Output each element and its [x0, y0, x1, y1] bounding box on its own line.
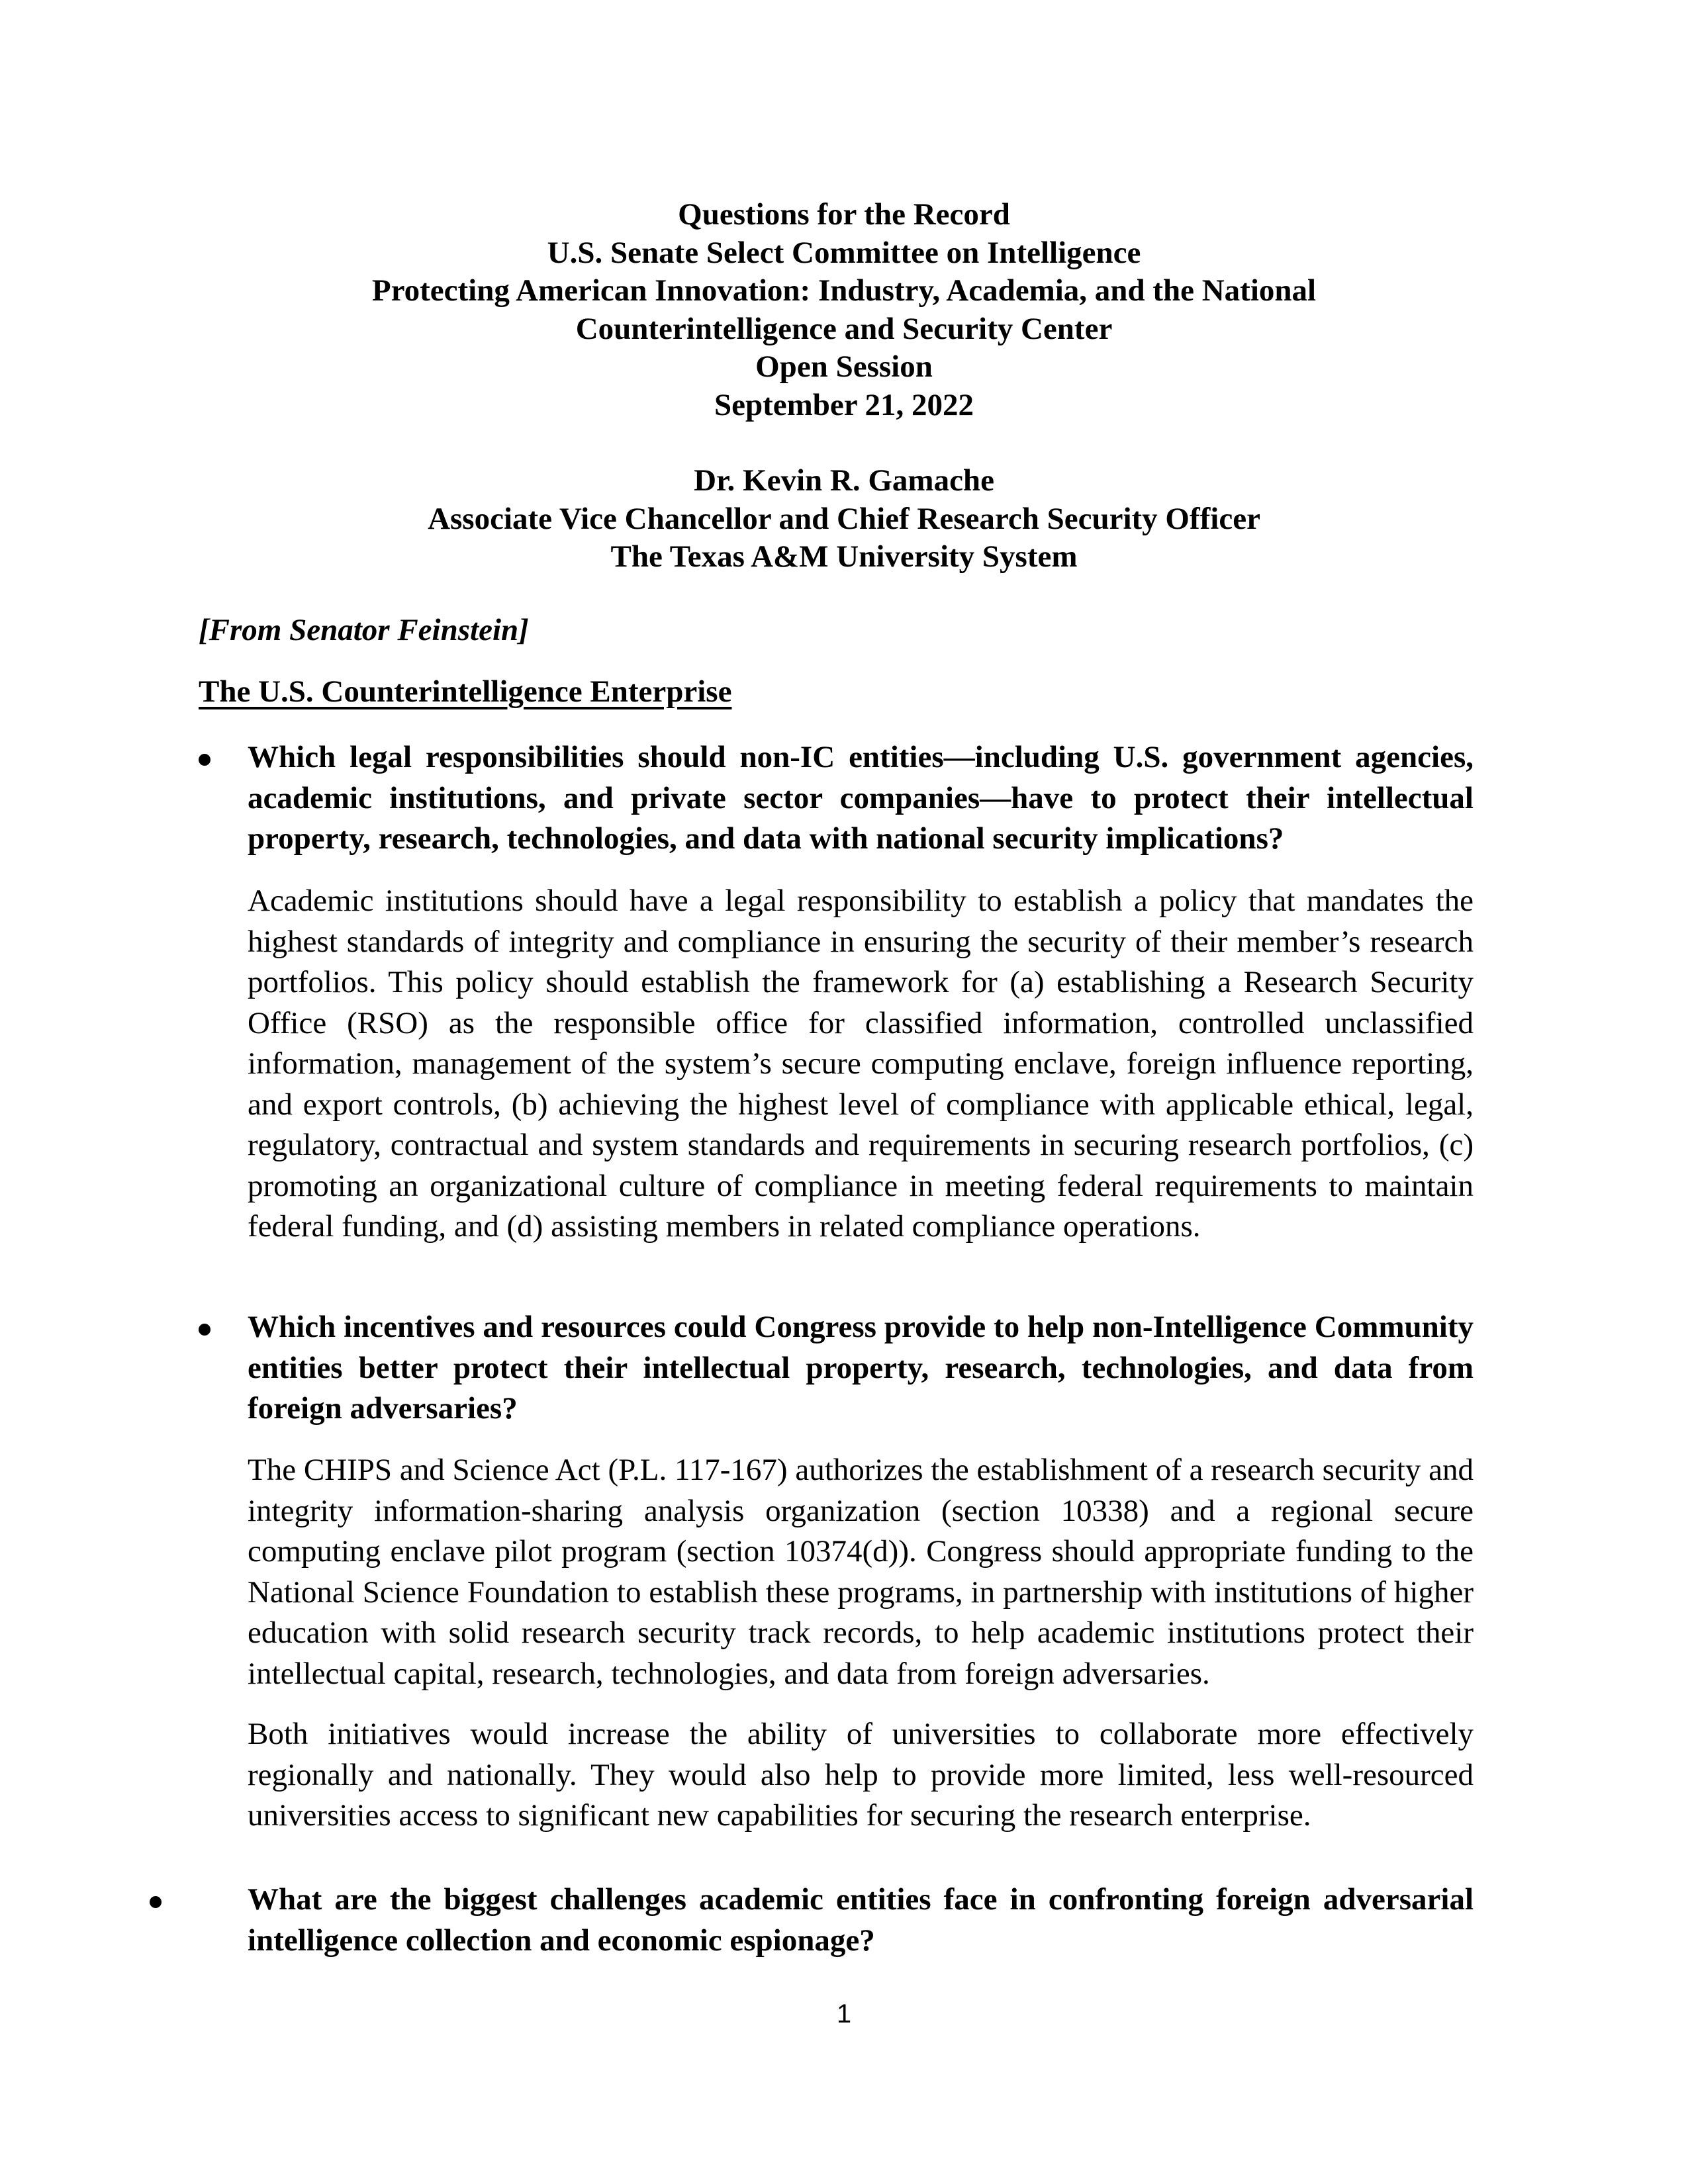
question-3: What are the biggest challenges academic entities face in confronting foreign adversarial intelligence collection and economic espionage?: [248, 1882, 1474, 1958]
section-heading: The U.S. Counterintelligence Enterprise: [199, 674, 732, 709]
header-date: September 21, 2022: [714, 387, 974, 422]
bullet-icon: [199, 1324, 211, 1336]
question-1: Which legal responsibilities should non-IC entities—including U.S. government agencies, academic institutions, and private sector companies—have to protect their intellectual property, research, technologies, and data with national security implications?: [248, 740, 1474, 856]
question-2: Which incentives and resources could Congress provide to help non-Intelligence Community entities better protect their intellectual property, research, technologies, and data from foreign adversaries?: [248, 1310, 1474, 1426]
witness-name: Dr. Kevin R. Gamache: [694, 463, 994, 498]
from-senator-label: [From Senator Feinstein]: [199, 613, 529, 647]
header-committee: U.S. Senate Select Committee on Intelligence: [547, 235, 1141, 270]
answer-1-paragraph-1: Academic institutions should have a legal responsibility to establish a policy that mandates the highest standards of integrity and compliance in ensuring the security of their member’s research portfolios. This policy should establish the framework for (a) establishing a Research Security Office (RSO) as the responsible office for classified information, controlled unclassified information, management of the system’s secure computing enclave, foreign influence reporting, and export controls, (b) achieving the highest level of compliance with applicable ethical, legal, regulatory, contractual and system standards and requirements in securing research portfolios, (c) promoting an organizational culture of compliance in meeting federal requirements to maintain federal funding, and (d) assisting members in related compliance operations.: [248, 884, 1474, 1244]
header-spacer: [199, 424, 1489, 462]
answer-2-paragraph-2: Both initiatives would increase the ability of universities to collaborate more effectively regionally and nationally. They would also help to provide more limited, less well-resourced universities access to significant new capabilities for securing the research enterprise.: [248, 1717, 1474, 1833]
header-hearing-title-line2: Counterintelligence and Security Center: [575, 311, 1113, 346]
bullet-icon: [150, 1896, 162, 1908]
header-hearing-title-line1: Protecting American Innovation: Industry, Academia, and the National: [371, 273, 1317, 308]
witness-organization: The Texas A&M University System: [610, 539, 1078, 574]
document-header: [199, 196, 1489, 576]
answer-2-paragraph-1: The CHIPS and Science Act (P.L. 117-167) authorizes the establishment of a research security and integrity information-sharing analysis organization (section 10338) and a regional secure computing enclave pilot program (section 10374(d)). Congress should appropriate funding to the National Science Foundation to establish these programs, in partnership with institutions of higher education with solid research security track records, to help academic institutions protect their intellectual capital, research, technologies, and data from foreign adversaries.: [248, 1453, 1474, 1691]
header-session: Open Session: [755, 349, 933, 384]
page-number: 1: [836, 1999, 852, 2028]
bullet-icon: [199, 754, 211, 766]
witness-title: Associate Vice Chancellor and Chief Research Security Officer: [428, 501, 1260, 536]
header-title: Questions for the Record: [678, 197, 1010, 232]
